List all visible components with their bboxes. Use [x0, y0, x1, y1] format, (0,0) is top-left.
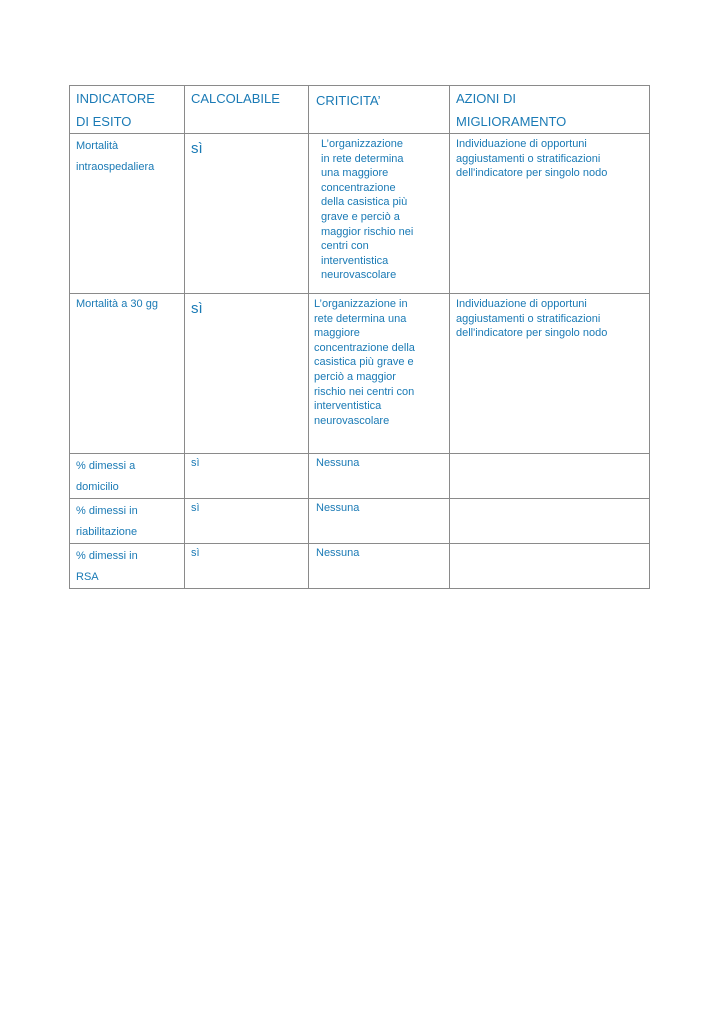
indicatore-line: domicilio [76, 481, 119, 493]
indicatore-line: % dimessi in [76, 550, 138, 562]
indicatore-line: riabilitazione [76, 526, 138, 538]
cell-criticita [309, 499, 450, 544]
indicatore-line: Mortalità [76, 140, 119, 152]
cell-criticita [309, 134, 450, 294]
azioni-line: aggiustamenti o stratificazioni [456, 152, 601, 165]
criticita-line: concentrazione della [314, 341, 415, 354]
cell-azioni [450, 134, 650, 294]
criticita-line: concentrazione [321, 181, 396, 194]
cell-indicatore [70, 454, 185, 499]
calcolabile-value: sì [191, 457, 200, 469]
criticita-line: L’organizzazione [321, 138, 403, 150]
azioni-line: dell'indicatore per singolo nodo [456, 167, 608, 180]
criticita-line: maggior rischio nei [321, 225, 414, 238]
criticita-value: Nessuna [316, 457, 360, 469]
calcolabile-value: sì [191, 547, 200, 559]
header-azioni-line1: AZIONI DI [456, 91, 516, 106]
header-azioni [450, 86, 650, 134]
criticita-line: interventistica [321, 254, 389, 267]
cell-azioni [450, 294, 650, 454]
criticita-line: casistica più grave e [314, 356, 414, 369]
header-criticita [309, 86, 450, 134]
calcolabile-value: sì [191, 140, 203, 157]
azioni-line: aggiustamenti o stratificazioni [456, 312, 601, 325]
cell-calcolabile [185, 499, 309, 544]
criticita-line: della casistica più [321, 196, 408, 209]
header-azioni-line2: MIGLIORAMENTO [456, 114, 567, 129]
cell-azioni [450, 499, 650, 544]
calcolabile-value: sì [191, 502, 200, 514]
cell-criticita [309, 544, 450, 589]
header-calcolabile-text: CALCOLABILE [191, 91, 280, 106]
table-row [70, 134, 650, 294]
cell-indicatore [70, 544, 185, 589]
header-indicatore-line1: INDICATORE [76, 91, 155, 106]
cell-indicatore [70, 499, 185, 544]
cell-calcolabile [185, 454, 309, 499]
criticita-line: neurovascolare [314, 414, 390, 427]
criticita-line: maggiore [314, 327, 360, 340]
cell-indicatore [70, 134, 185, 294]
cell-criticita [309, 454, 450, 499]
azioni-line: Individuazione di opportuni [456, 298, 587, 310]
indicatore-line: intraospedaliera [76, 161, 155, 173]
cell-calcolabile [185, 544, 309, 589]
table-row [70, 544, 650, 589]
header-indicatore [70, 86, 185, 134]
criticita-line: neurovascolare [321, 269, 397, 282]
table-row [70, 294, 650, 454]
criticita-line: L’organizzazione in [314, 298, 408, 310]
cell-criticita [309, 294, 450, 454]
criticita-line: interventistica [314, 400, 382, 413]
header-indicatore-line2: DI ESITO [76, 114, 132, 129]
criticita-line: rischio nei centri con [314, 385, 415, 398]
table-header-row [70, 86, 650, 134]
indicatore-line: RSA [76, 571, 99, 583]
indicatore-line: Mortalità a 30 gg [76, 298, 158, 310]
table-row [70, 499, 650, 544]
indicatore-line: % dimessi a [76, 460, 136, 472]
criticita-line: una maggiore [321, 167, 389, 180]
cell-azioni [450, 544, 650, 589]
header-calcolabile [185, 86, 309, 134]
calcolabile-value: sì [191, 300, 203, 317]
criticita-line: perciò a maggior [314, 370, 396, 383]
criticita-line: grave e perciò a [321, 210, 400, 223]
cell-calcolabile [185, 134, 309, 294]
outcome-indicators-table [69, 85, 650, 589]
criticita-value: Nessuna [316, 502, 360, 514]
criticita-value: Nessuna [316, 547, 360, 559]
azioni-line: dell'indicatore per singolo nodo [456, 327, 608, 340]
azioni-line: Individuazione di opportuni [456, 138, 587, 150]
cell-calcolabile [185, 294, 309, 454]
criticita-line: centri con [321, 240, 369, 253]
table-row [70, 454, 650, 499]
cell-indicatore [70, 294, 185, 454]
criticita-line: in rete determina [321, 152, 404, 165]
indicatore-line: % dimessi in [76, 505, 138, 517]
header-criticita-text: CRITICITA’ [316, 93, 381, 108]
cell-azioni [450, 454, 650, 499]
criticita-line: rete determina una [314, 312, 407, 325]
